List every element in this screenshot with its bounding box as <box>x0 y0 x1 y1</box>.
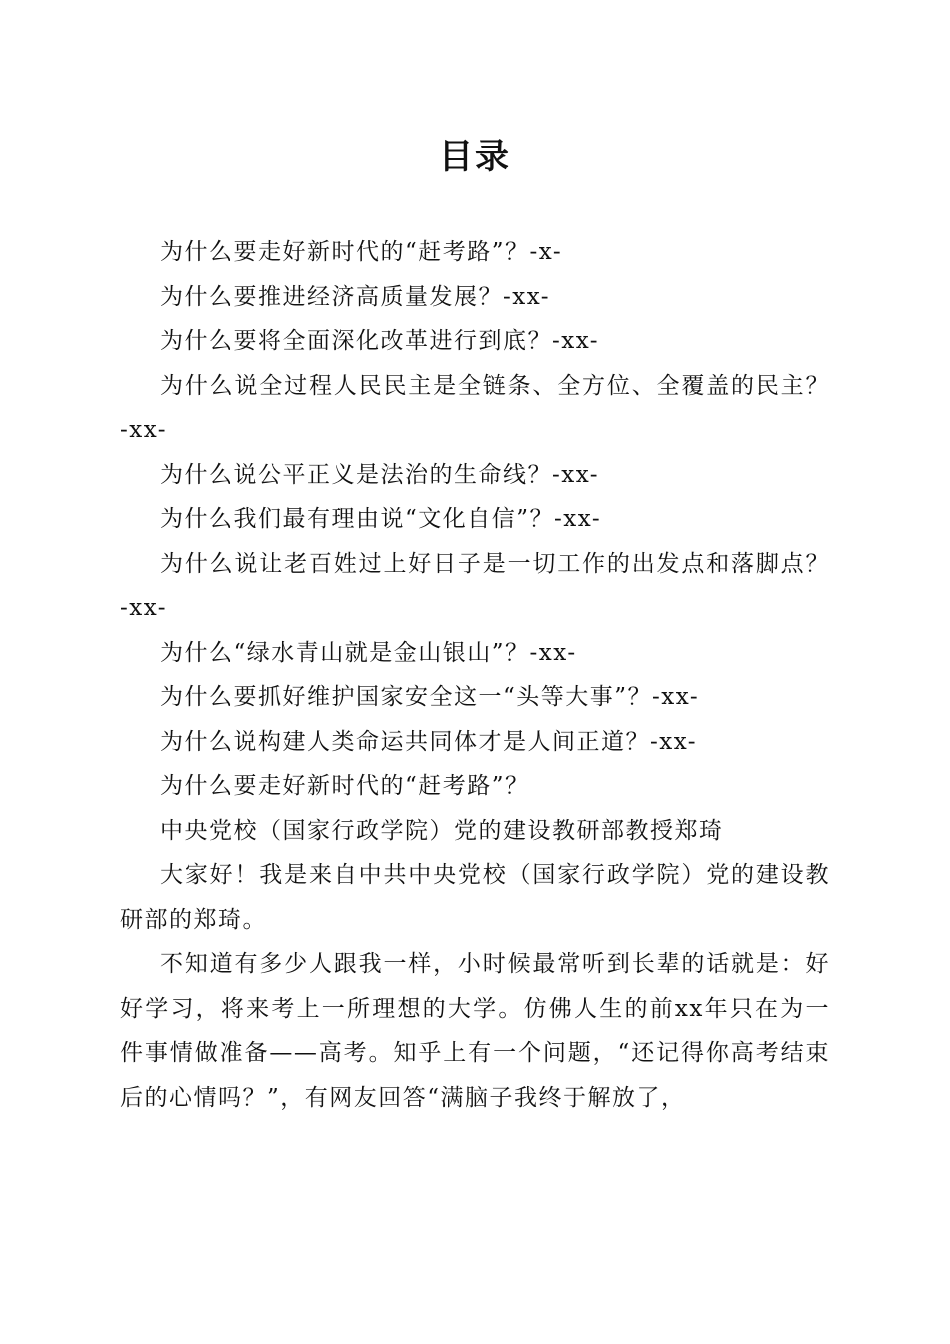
toc-item[interactable]: 为什么要走好新时代的“赶考路”？-x- <box>160 239 563 265</box>
toc-item[interactable]: 为什么“绿水青山就是金山银山”？-xx- <box>160 639 577 666</box>
article-author: 中央党校（国家行政学院）党的建设教研部教授郑琦 <box>160 817 724 844</box>
toc-item[interactable]: 为什么我们最有理由说“文化自信”？-xx- <box>160 506 602 532</box>
article-paragraph: 不知道有多少人跟我一样，小时候最常听到长辈的话就是：好好学习，将来考上一所理想的大学。仿佛人生的前xx年只在为一件事情做准备——高考。知乎上有一个问题，“还记得你高考结束后的心情吗？”，有网友回答“满脑子我终于解放了， <box>120 951 830 1111</box>
toc-item[interactable]: 为什么说公平正义是法治的生命线？-xx- <box>160 461 600 488</box>
toc-item[interactable]: 为什么说构建人类命运共同体才是人间正道？-xx- <box>160 728 698 755</box>
toc-item[interactable]: 为什么说全过程人民民主是全链条、全方位、全覆盖的民主？-xx- <box>120 372 830 443</box>
page-title: 目录 <box>439 137 511 177</box>
document-body <box>120 230 830 1120</box>
toc-item[interactable]: 为什么要推进经济高质量发展？-xx- <box>160 283 551 310</box>
toc-item[interactable]: 为什么说让老百姓过上好日子是一切工作的出发点和落脚点？-xx- <box>120 550 830 621</box>
article-heading: 为什么要走好新时代的“赶考路”？ <box>160 773 530 799</box>
toc-item[interactable]: 为什么要抓好维护国家安全这一“头等大事”？-xx- <box>160 684 700 710</box>
toc-item[interactable]: 为什么要将全面深化改革进行到底？-xx- <box>160 328 600 354</box>
article-paragraph: 大家好！我是来自中共中央党校（国家行政学院）党的建设教研部的郑琦。 <box>120 862 830 933</box>
